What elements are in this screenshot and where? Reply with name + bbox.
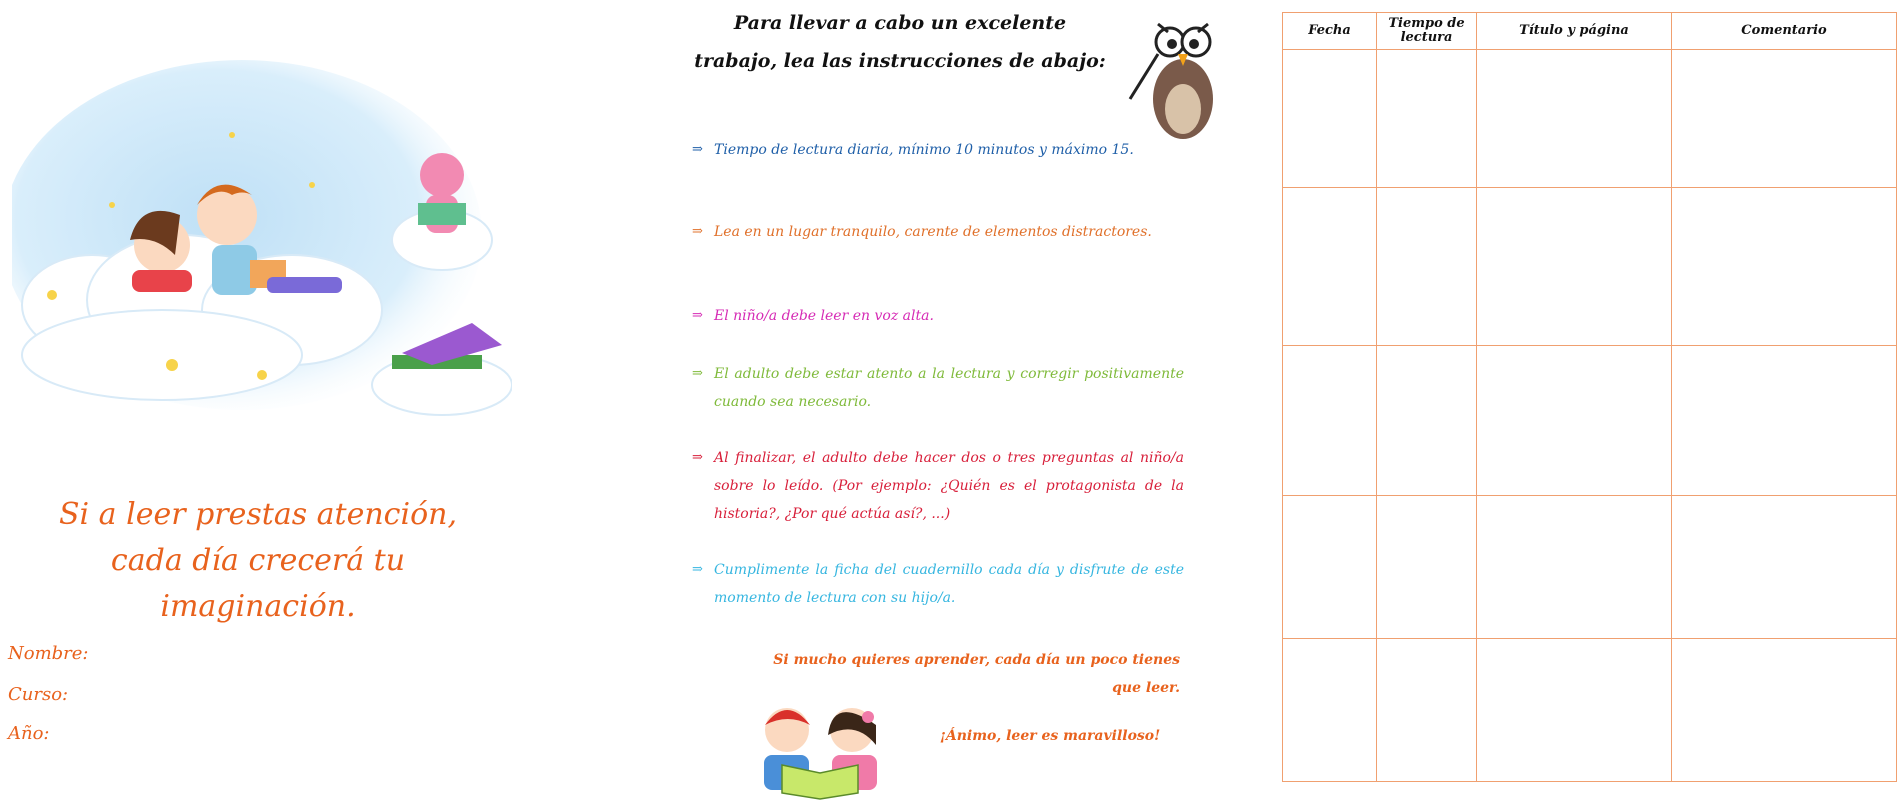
table-cell[interactable] [1283, 639, 1377, 782]
table-cell[interactable] [1672, 346, 1897, 496]
arrow-right-icon: ⇒ [692, 562, 703, 577]
table-cell[interactable] [1477, 50, 1672, 188]
title-line: trabajo, lea las instrucciones de abajo: [694, 50, 1106, 72]
table-header-row [1283, 13, 1897, 50]
arrow-right-icon: ⇒ [692, 142, 703, 157]
arrow-right-icon: ⇒ [692, 366, 703, 381]
table-cell[interactable] [1672, 639, 1897, 782]
title-line: Para llevar a cabo un excelente [733, 12, 1067, 34]
instruction-item [692, 360, 1184, 416]
table-cell[interactable] [1283, 496, 1377, 639]
table-cell[interactable] [1377, 346, 1477, 496]
column-header-reading-time: Tiempo de lectura [1377, 13, 1477, 50]
owl-teacher-illustration [1128, 4, 1228, 144]
table-cell[interactable] [1477, 346, 1672, 496]
encouragement-text: ¡Ánimo, leer es maravilloso! [939, 728, 1161, 744]
table-cell[interactable] [1377, 50, 1477, 188]
table-row [1283, 50, 1897, 188]
instruction-item [692, 302, 1184, 330]
table-row [1283, 496, 1897, 639]
instruction-item [692, 218, 1184, 246]
motto-line: imaginación. [160, 589, 356, 624]
instruction-text: Al finalizar, el adulto debe hacer dos o tres preguntas al niño/a sobre lo leído. (Por ejemplo: ¿Quién es el protagonista de la historia?, ¿Por qué actúa así?, ...) [714, 450, 1184, 522]
instruction-text: Lea en un lugar tranquilo, carente de elementos distractores. [714, 224, 1152, 240]
name-field-label: Nombre: [8, 643, 89, 664]
course-field-label: Curso: [8, 684, 69, 705]
table-cell[interactable] [1672, 188, 1897, 346]
cover-motto [18, 492, 498, 630]
table-row [1283, 188, 1897, 346]
arrow-right-icon: ⇒ [692, 308, 703, 323]
table-cell[interactable] [1283, 50, 1377, 188]
instruction-text: El adulto debe estar atento a la lectura y corregir positivamente cuando sea necesario. [714, 366, 1184, 410]
table-cell[interactable] [1672, 496, 1897, 639]
instruction-text: Cumplimente la ficha del cuadernillo cada día y disfrute de este momento de lectura con su hijo/a. [714, 562, 1184, 606]
arrow-right-icon: ⇒ [692, 450, 703, 465]
children-reading-on-cloud-illustration [12, 55, 512, 425]
table-cell[interactable] [1672, 50, 1897, 188]
kids-reading-book-illustration [742, 695, 902, 800]
motto-line: Si a leer prestas atención, [59, 497, 457, 532]
table-cell[interactable] [1377, 639, 1477, 782]
table-cell[interactable] [1477, 188, 1672, 346]
table-cell[interactable] [1283, 346, 1377, 496]
instruction-text: El niño/a debe leer en voz alta. [714, 308, 934, 324]
column-header-comment: Comentario [1672, 13, 1897, 50]
instructions-title [680, 4, 1120, 80]
table-cell[interactable] [1477, 639, 1672, 782]
table-row [1283, 639, 1897, 782]
reading-log-table [1282, 12, 1897, 782]
table-cell[interactable] [1377, 496, 1477, 639]
table-cell[interactable] [1377, 188, 1477, 346]
motto-line: cada día crecerá tu [110, 543, 406, 578]
column-header-title-page: Título y página [1477, 13, 1672, 50]
arrow-right-icon: ⇒ [692, 224, 703, 239]
table-cell[interactable] [1283, 188, 1377, 346]
table-cell[interactable] [1477, 496, 1672, 639]
year-field-label: Año: [8, 723, 50, 744]
column-header-date: Fecha [1283, 13, 1377, 50]
instruction-item [692, 556, 1184, 612]
instruction-text: Tiempo de lectura diaria, mínimo 10 minutos y máximo 15. [714, 142, 1134, 158]
instruction-item [692, 444, 1184, 528]
table-row [1283, 346, 1897, 496]
instruction-item [692, 136, 1184, 164]
closing-phrase: Si mucho quieres aprender, cada día un poco tienes que leer. [773, 652, 1180, 696]
